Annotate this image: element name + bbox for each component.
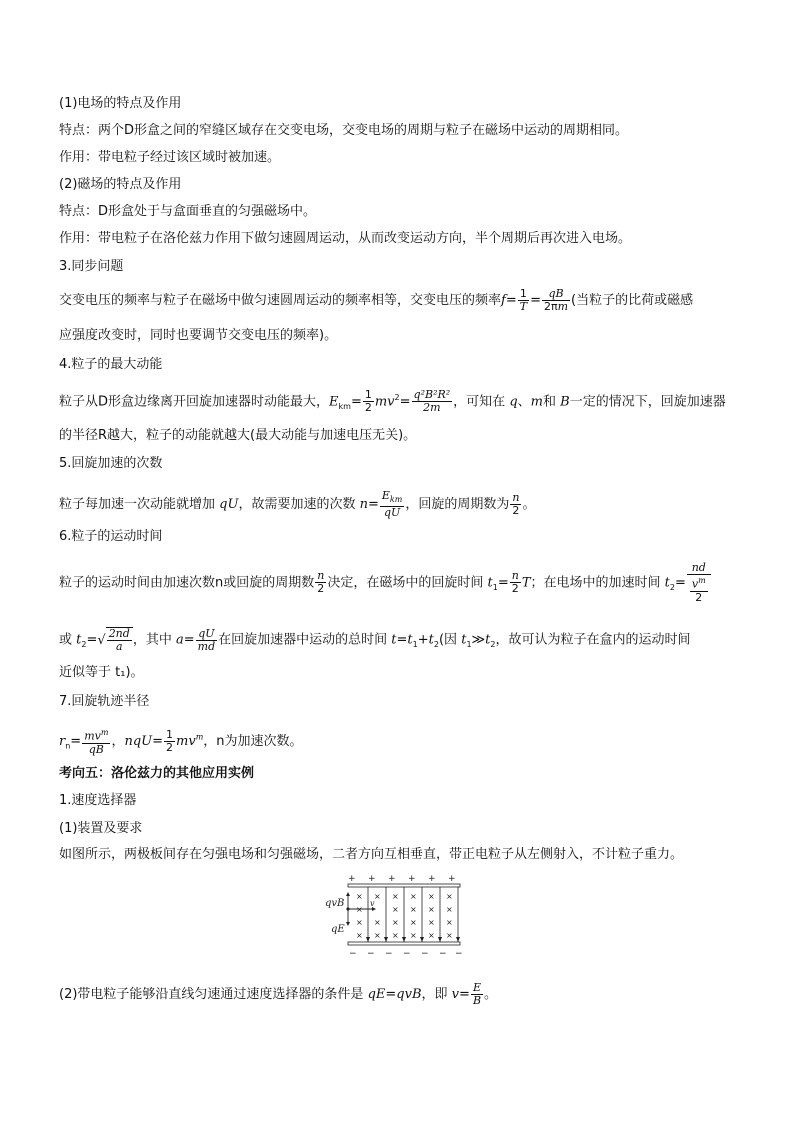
- s3-line1: 交变电压的频率与粒子在磁场中做匀速圆周运动的频率相等，交变电压的频率f= $\frac{1}{T}$ = $\frac{qB}{2\pi m}$ (当粒子的比荷或磁感: [59, 287, 694, 313]
- cross-mark: ×: [374, 931, 381, 940]
- cross-mark: ×: [446, 918, 453, 927]
- plus-sign: +: [388, 874, 396, 884]
- s4-line1: 粒子从D形盒边缘离开回旋加速器时动能最大，$E_{km}=$ $\frac{1}{2}$ $mv^2=$ $\frac{\text{q²B²R²}}{2m}$ ，可知在 q、m和 B一定的情况下，回旋加速器: [59, 388, 726, 415]
- cross-mark: ×: [410, 918, 417, 927]
- s2-feature: 特点：D形盒处于与盒面垂直的匀强磁场中。: [59, 204, 317, 219]
- cross-mark: ×: [428, 892, 435, 901]
- minus-sign: −: [421, 949, 429, 959]
- s8-condition: (2)带电粒子能够沿直线匀速通过速度选择器的条件是 qE=qvB，即 v= $\frac{E}{B}$ 。: [59, 981, 498, 1007]
- plus-sign: +: [428, 874, 436, 884]
- cross-mark: ×: [410, 931, 417, 940]
- cross-mark: ×: [356, 931, 363, 940]
- minus-sign: −: [349, 949, 357, 959]
- s6-line1: 粒子的运动时间由加速次数n或回旋的周期数 $\frac{n}{2}$ 决定，在磁场中的回旋时间 $t_1=$ $\frac{n}{2}$ T；在电场中的加速时间 $t_2=$ $\frac{nd}{\frac{v^m}{2}}$: [59, 562, 712, 604]
- cross-mark: ×: [446, 931, 453, 940]
- cross-mark: ×: [356, 918, 363, 927]
- s5-heading: 5.回旋加速的次数: [59, 456, 163, 471]
- bottom-plate: [348, 942, 460, 945]
- s1-heading: (1)电场的特点及作用: [59, 96, 182, 111]
- s8-sub2: (1)装置及要求: [59, 821, 143, 836]
- cross-mark: ×: [374, 918, 381, 927]
- top-plate: [348, 884, 460, 887]
- s6-line3: 近似等于 t₁)。: [59, 665, 144, 680]
- cross-mark: ×: [446, 892, 453, 901]
- label-v: v: [370, 899, 375, 908]
- cross-mark: ×: [392, 905, 399, 914]
- s1-effect: 作用：带电粒子经过该区域时被加速。: [59, 150, 281, 165]
- s7-line1: $r_n=$ $\frac{mv^m}{qB}$ ，nqU= $\frac{1}{2}$ $mv^m$，n为加速次数。: [59, 727, 303, 756]
- label-qE: qE: [331, 924, 345, 935]
- label-qvB: qvB: [325, 898, 345, 909]
- plus-sign: +: [368, 874, 376, 884]
- s2-heading: (2)磁场的特点及作用: [59, 177, 182, 192]
- s8-heading: 考向五：洛伦兹力的其他应用实例: [59, 766, 255, 781]
- cross-mark: ×: [428, 931, 435, 940]
- s4-line2: 的半径R越大，粒子的动能就越大(最大动能与加速电压无关)。: [59, 428, 417, 443]
- minus-sign: −: [455, 949, 463, 959]
- s4-heading: 4.粒子的最大动能: [59, 357, 163, 372]
- s3-line2: 应强度改变时，同时也要调节交变电压的频率)。: [59, 328, 338, 343]
- s1-feature: 特点：两个D形盒之间的窄缝区域存在交变电场，交变电场的周期与粒子在磁场中运动的周期相同。: [59, 123, 629, 138]
- cross-mark: ×: [410, 892, 417, 901]
- plus-sign: +: [448, 874, 456, 884]
- minus-sign: −: [403, 949, 411, 959]
- cross-mark: ×: [392, 931, 399, 940]
- minus-sign: −: [439, 949, 447, 959]
- s8-sub1: 1.速度选择器: [59, 793, 137, 808]
- s6-heading: 6.粒子的运动时间: [59, 529, 163, 544]
- cross-mark: ×: [356, 905, 363, 914]
- s8-desc: 如图所示，两极板间存在匀强电场和匀强磁场，二者方向互相垂直，带正电粒子从左侧射入，不计粒子重力。: [59, 847, 684, 862]
- cross-mark: ×: [428, 905, 435, 914]
- s6-line2: 或 $t_2=√$ $\frac{2nd}{a}$ ，其中 a= $\frac{qU}{md}$ 在回旋加速器中运动的总时间 $t=t_1+t_2$(因 $t_1≫t_2$，故可认为粒子在盒内的运动时间: [59, 626, 691, 653]
- s5-line1: 粒子每加速一次动能就增加 qU，故需要加速的次数 n= $\frac{E_{km}}{qU}$ ，回旋的周期数为 $\frac{n}{2}$ 。: [59, 489, 536, 520]
- plus-sign: +: [348, 874, 356, 884]
- plus-sign: +: [408, 874, 416, 884]
- s7-heading: 7.回旋轨迹半径: [59, 694, 150, 709]
- cross-mark: ×: [428, 918, 435, 927]
- s3-heading: 3.同步问题: [59, 259, 124, 274]
- velocity-selector-figure: [322, 872, 472, 960]
- s2-effect: 作用：带电粒子在洛伦兹力作用下做匀速圆周运动，从而改变运动方向，半个周期后再次进入电场。: [59, 231, 632, 246]
- cross-mark: ×: [446, 905, 453, 914]
- cross-mark: ×: [356, 892, 363, 901]
- cross-mark: ×: [374, 892, 381, 901]
- cross-mark: ×: [392, 892, 399, 901]
- minus-sign: −: [385, 949, 393, 959]
- minus-sign: −: [367, 949, 375, 959]
- cross-mark: ×: [392, 918, 399, 927]
- cross-mark: ×: [410, 905, 417, 914]
